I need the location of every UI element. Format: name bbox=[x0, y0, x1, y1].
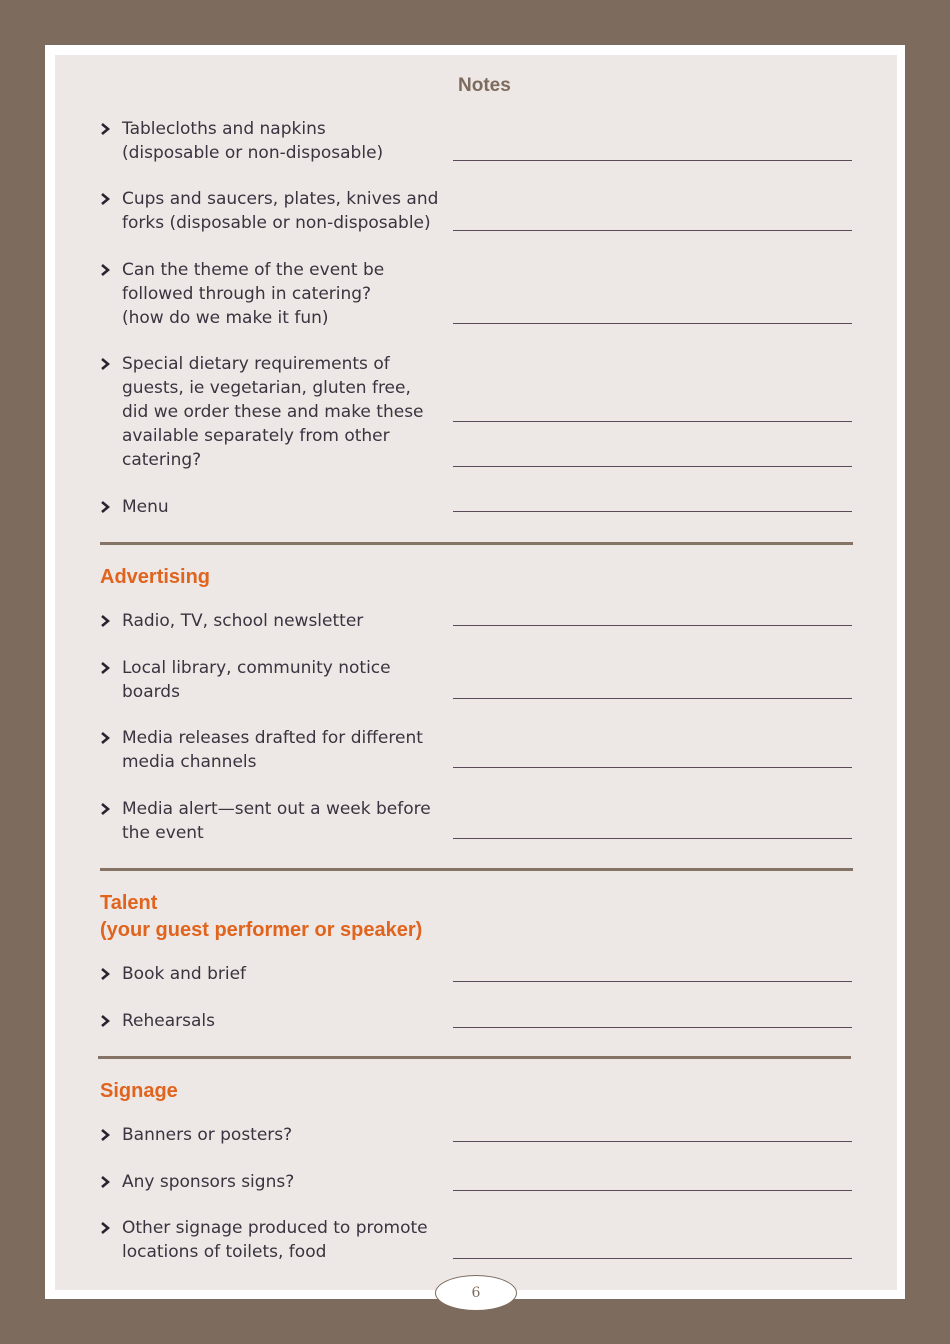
item-label: Special dietary requirements of guests, ie vegetarian, gluten free, did we order these and make these available separately from other catering? bbox=[122, 354, 424, 470]
notes-line[interactable] bbox=[453, 1027, 852, 1028]
checklist-item bbox=[100, 726, 440, 774]
checklist-item bbox=[100, 1009, 440, 1033]
section-title-advertising: Advertising bbox=[100, 566, 211, 588]
item-label: Cups and saucers, plates, knives and forks (disposable or non-disposable) bbox=[122, 189, 439, 233]
item-label: Other signage produced to promote locations of toilets, food bbox=[122, 1218, 428, 1262]
notes-line[interactable] bbox=[453, 323, 852, 324]
notes-line[interactable] bbox=[453, 838, 852, 839]
section-title-signage: Signage bbox=[100, 1080, 178, 1102]
item-label: Any sponsors signs? bbox=[122, 1172, 295, 1192]
item-label: Can the theme of the event be followed through in catering? (how do we make it fun) bbox=[122, 260, 385, 328]
checklist-item bbox=[100, 656, 440, 704]
notes-line[interactable] bbox=[453, 421, 852, 422]
section-title-talent bbox=[100, 890, 422, 944]
checklist-item bbox=[100, 1123, 440, 1147]
notes-line[interactable] bbox=[453, 1190, 852, 1191]
item-label: Menu bbox=[122, 497, 169, 517]
section-divider bbox=[100, 868, 853, 871]
checklist-item bbox=[100, 1170, 440, 1194]
notes-line[interactable] bbox=[453, 466, 852, 467]
item-label: Media releases drafted for different media channels bbox=[122, 728, 423, 772]
checklist-item bbox=[100, 187, 440, 235]
notes-heading: Notes bbox=[458, 75, 511, 96]
checklist-item bbox=[100, 258, 440, 330]
checklist-item bbox=[100, 609, 440, 633]
item-label: Media alert—sent out a week before the event bbox=[122, 799, 431, 843]
notes-line[interactable] bbox=[453, 981, 852, 982]
notes-line[interactable] bbox=[453, 230, 852, 231]
checklist-item bbox=[100, 352, 440, 472]
notes-line[interactable] bbox=[453, 625, 852, 626]
notes-line[interactable] bbox=[453, 160, 852, 161]
section-divider bbox=[98, 1056, 851, 1059]
notes-line[interactable] bbox=[453, 511, 852, 512]
talent-title-line2: (your guest performer or speaker) bbox=[100, 919, 423, 941]
item-label: Local library, community notice boards bbox=[122, 658, 391, 702]
notes-line[interactable] bbox=[453, 1141, 852, 1142]
checklist-item bbox=[100, 962, 440, 986]
page-number: 6 bbox=[435, 1275, 517, 1311]
item-label: Book and brief bbox=[122, 964, 247, 984]
notes-line[interactable] bbox=[453, 1258, 852, 1259]
talent-title-line1: Talent bbox=[100, 892, 158, 914]
item-label: Rehearsals bbox=[122, 1011, 216, 1031]
checklist-item bbox=[100, 117, 440, 165]
notes-line[interactable] bbox=[453, 698, 852, 699]
checklist-item bbox=[100, 495, 440, 519]
checklist-item bbox=[100, 1216, 440, 1264]
section-divider bbox=[100, 542, 853, 545]
item-label: Radio, TV, school newsletter bbox=[122, 611, 364, 631]
item-label: Banners or posters? bbox=[122, 1125, 293, 1145]
item-label: Tablecloths and napkins (disposable or non-disposable) bbox=[122, 119, 384, 163]
notes-line[interactable] bbox=[453, 767, 852, 768]
checklist-item bbox=[100, 797, 440, 845]
